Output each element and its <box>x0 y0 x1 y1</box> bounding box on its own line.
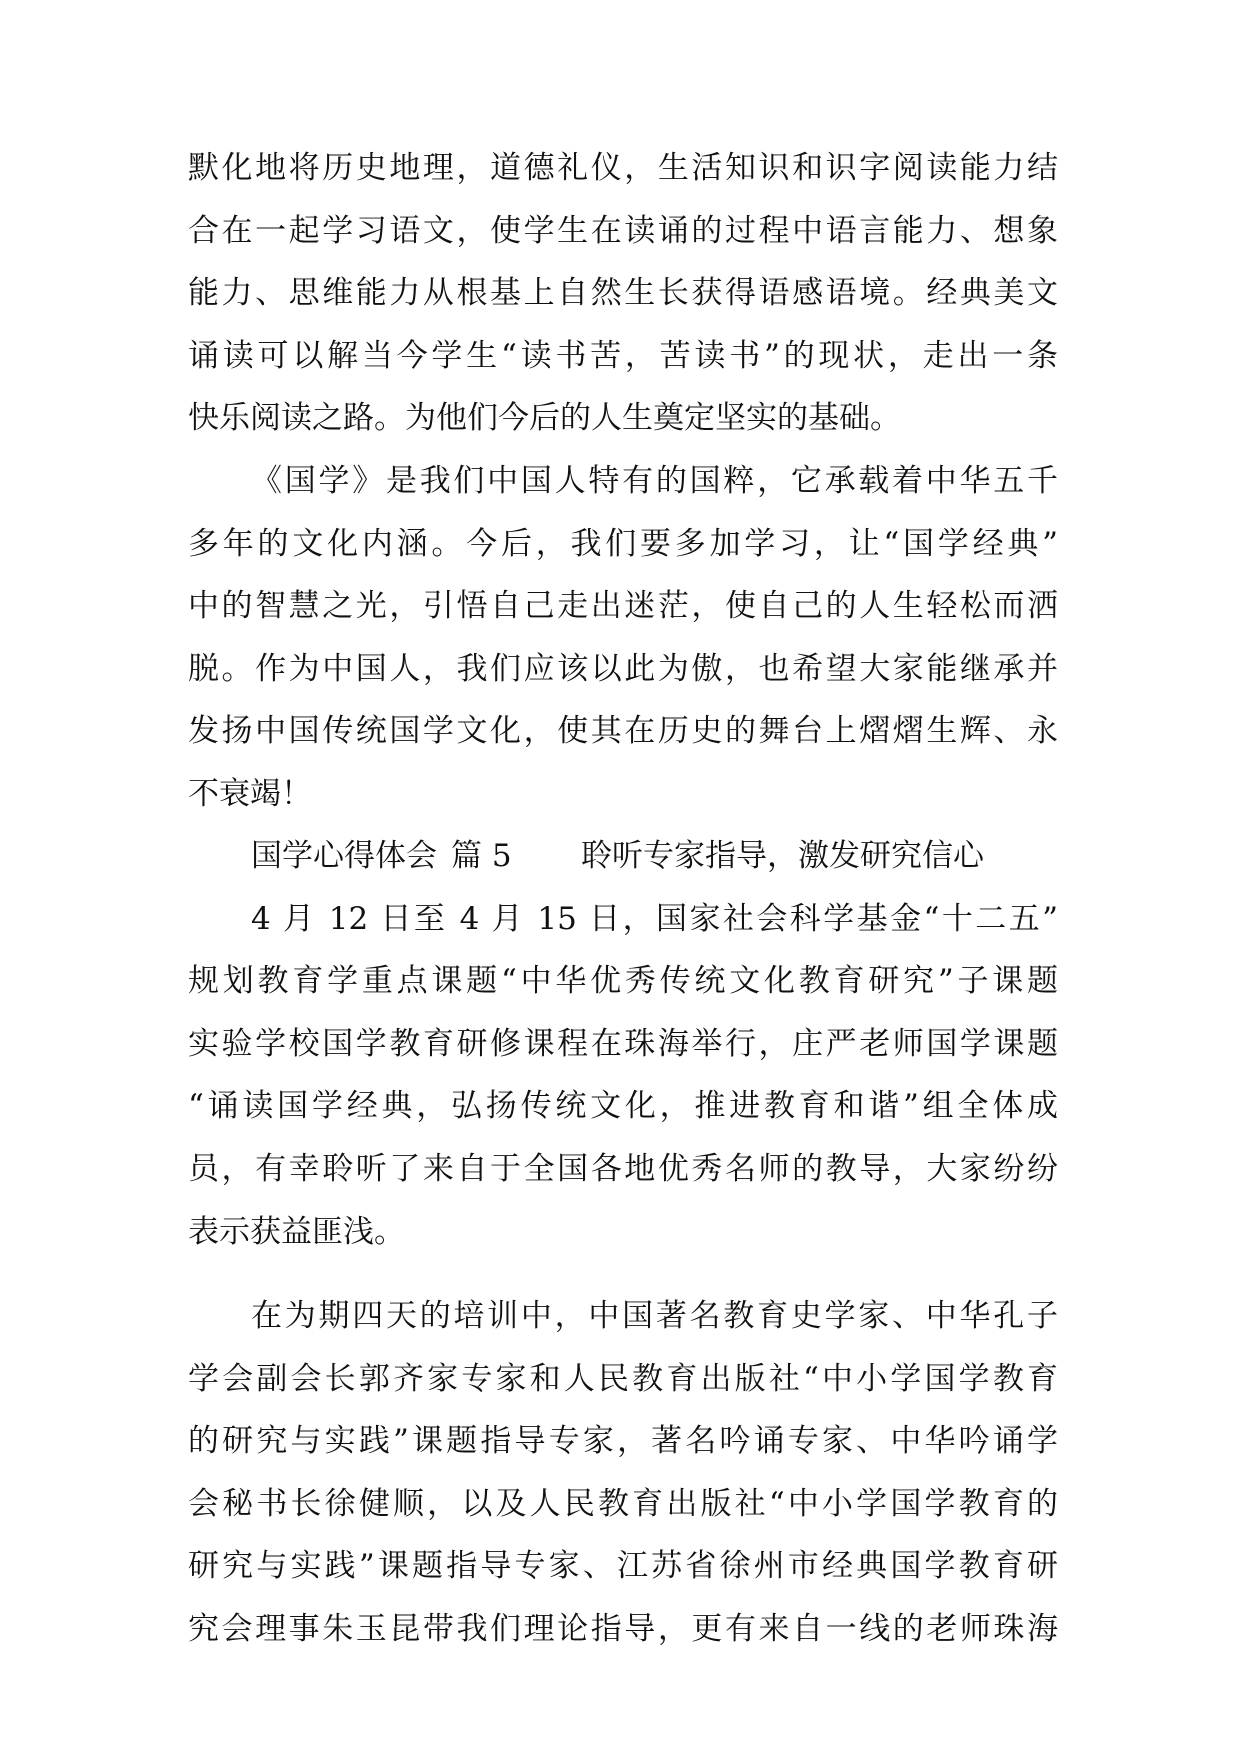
paragraph-line: 多年的文化内涵。今后，我们要多加学习，让“国学经典” <box>188 526 1058 562</box>
paragraph-line: 在为期四天的培训中，中国著名教育史学家、中华孔子 <box>251 1298 1058 1334</box>
paragraph-line: “诵读国学经典，弘扬传统文化，推进教育和谐”组全体成 <box>188 1088 1058 1124</box>
paragraph-line: 规划教育学重点课题“中华优秀传统文化教育研究”子课题 <box>188 963 1058 999</box>
paragraph-line: 快乐阅读之路。为他们今后的人生奠定坚实的基础。 <box>188 400 901 436</box>
paragraph-line: 诵读可以解当今学生“读书苦，苦读书”的现状，走出一条 <box>188 338 1058 374</box>
paragraph-line: 的研究与实践”课题指导专家，著名吟诵专家、中华吟诵学 <box>188 1423 1058 1459</box>
paragraph-line: 4 月 12 日至 4 月 15 日，国家社会科学基金“十二五” <box>251 901 1058 937</box>
paragraph-line: 中的智慧之光，引悟自己走出迷茫，使自己的人生轻松而洒 <box>188 588 1058 624</box>
paragraph-line: 会秘书长徐健顺，以及人民教育出版社“中小学国学教育的 <box>188 1486 1058 1522</box>
paragraph-line: 表示获益匪浅。 <box>188 1214 405 1250</box>
paragraph-line: 不衰竭！ <box>188 776 312 812</box>
paragraph-line: 研究与实践”课题指导专家、江苏省徐州市经典国学教育研 <box>188 1548 1058 1584</box>
paragraph-line: 实验学校国学教育研修课程在珠海举行，庄严老师国学课题 <box>188 1026 1058 1062</box>
paragraph-line: 学会副会长郭齐家专家和人民教育出版社“中小学国学教育 <box>188 1361 1058 1397</box>
paragraph-line: 究会理事朱玉昆带我们理论指导，更有来自一线的老师珠海 <box>188 1611 1058 1647</box>
heading-title: 国学心得体会 <box>251 838 437 874</box>
paragraph-line: 能力、思维能力从根基上自然生长获得语感语境。经典美文 <box>188 275 1058 311</box>
heading-subtitle: 聆听专家指导，激发研究信心 <box>581 838 984 874</box>
paragraph-line: 默化地将历史地理，道德礼仪，生活知识和识字阅读能力结 <box>188 150 1058 186</box>
section-heading <box>251 836 1058 876</box>
heading-number: 篇 5 <box>451 838 512 874</box>
paragraph-line: 发扬中国传统国学文化，使其在历史的舞台上熠熠生辉、永 <box>188 713 1058 749</box>
paragraph-line: 合在一起学习语文，使学生在读诵的过程中语言能力、想象 <box>188 213 1058 249</box>
paragraph-line: 脱。作为中国人，我们应该以此为傲，也希望大家能继承并 <box>188 651 1058 687</box>
paragraph-line: 员，有幸聆听了来自于全国各地优秀名师的教导，大家纷纷 <box>188 1151 1058 1187</box>
paragraph-line: 《国学》是我们中国人特有的国粹，它承载着中华五千 <box>251 463 1058 499</box>
